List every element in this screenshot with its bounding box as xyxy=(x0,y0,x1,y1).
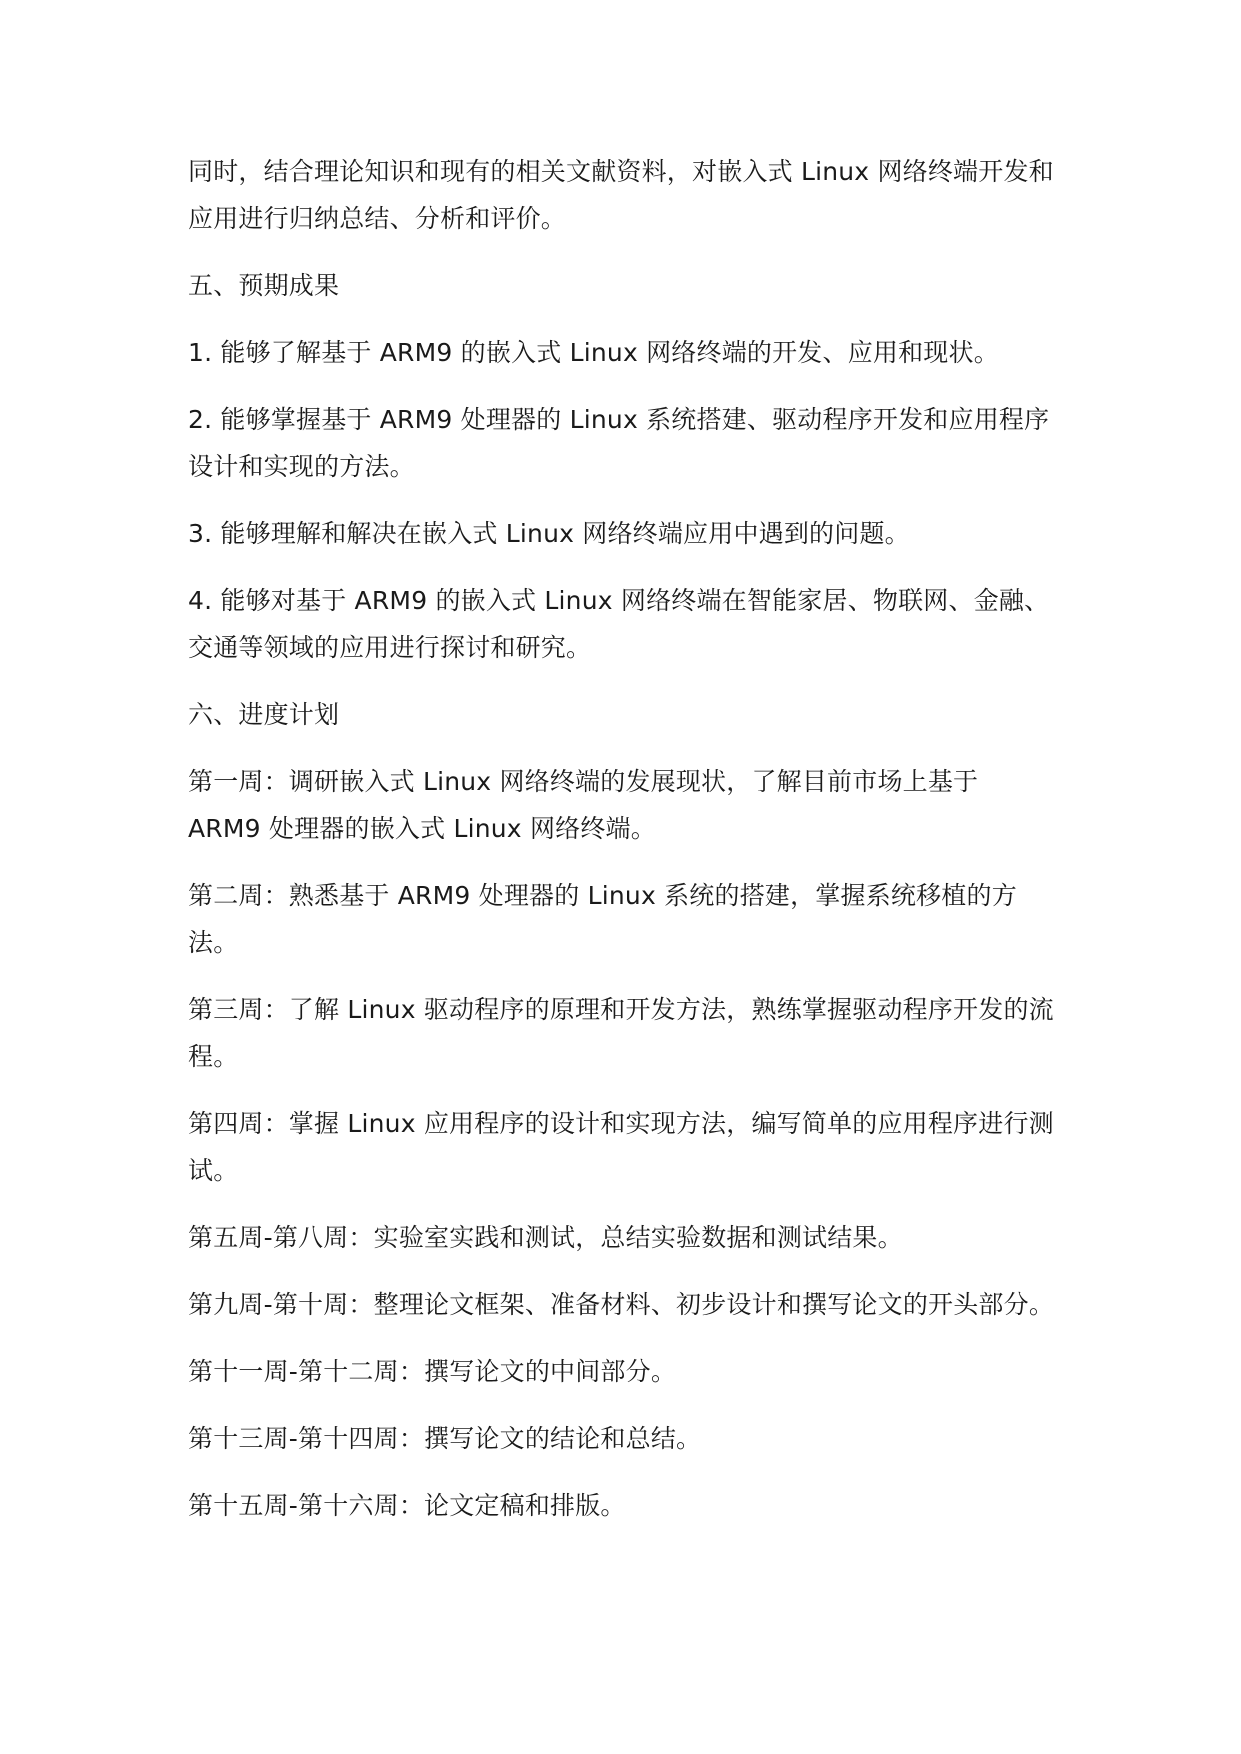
schedule-item-week-1: 第一周：调研嵌入式 Linux 网络终端的发展现状，了解目前市场上基于 ARM9 处理器的嵌入式 Linux 网络终端。 xyxy=(188,767,979,843)
schedule-item-week-13-14: 第十三周-第十四周：撰写论文的结论和总结。 xyxy=(188,1424,702,1453)
section-heading-expected-results: 五、预期成果 xyxy=(188,271,340,300)
schedule-item-week-15-16: 第十五周-第十六周：论文定稿和排版。 xyxy=(188,1491,626,1520)
schedule-item-week-4: 第四周：掌握 Linux 应用程序的设计和实现方法，编写简单的应用程序进行测试。 xyxy=(188,1109,1054,1185)
schedule-item-week-2: 第二周：熟悉基于 ARM9 处理器的 Linux 系统的搭建，掌握系统移植的方法。 xyxy=(188,881,1017,957)
schedule-item-week-9-10: 第九周-第十周：整理论文框架、准备材料、初步设计和撰写论文的开头部分。 xyxy=(188,1290,1055,1319)
schedule-item-week-5-8: 第五周-第八周：实验室实践和测试，总结实验数据和测试结果。 xyxy=(188,1223,903,1252)
section-heading-schedule: 六、进度计划 xyxy=(188,700,340,729)
expected-result-item-1: 1. 能够了解基于 ARM9 的嵌入式 Linux 网络终端的开发、应用和现状。 xyxy=(188,338,999,367)
expected-result-item-2: 2. 能够掌握基于 ARM9 处理器的 Linux 系统搭建、驱动程序开发和应用程序设计和实现的方法。 xyxy=(188,405,1050,481)
intro-paragraph: 同时，结合理论知识和现有的相关文献资料，对嵌入式 Linux 网络终端开发和应用进行归纳总结、分析和评价。 xyxy=(188,157,1054,233)
expected-result-item-3: 3. 能够理解和解决在嵌入式 Linux 网络终端应用中遇到的问题。 xyxy=(188,519,910,548)
expected-result-item-4: 4. 能够对基于 ARM9 的嵌入式 Linux 网络终端在智能家居、物联网、金融、交通等领域的应用进行探讨和研究。 xyxy=(188,586,1050,662)
schedule-item-week-3: 第三周：了解 Linux 驱动程序的原理和开发方法，熟练掌握驱动程序开发的流程。 xyxy=(188,995,1054,1071)
document-page xyxy=(188,148,1058,1549)
schedule-item-week-11-12: 第十一周-第十二周：撰写论文的中间部分。 xyxy=(188,1357,677,1386)
